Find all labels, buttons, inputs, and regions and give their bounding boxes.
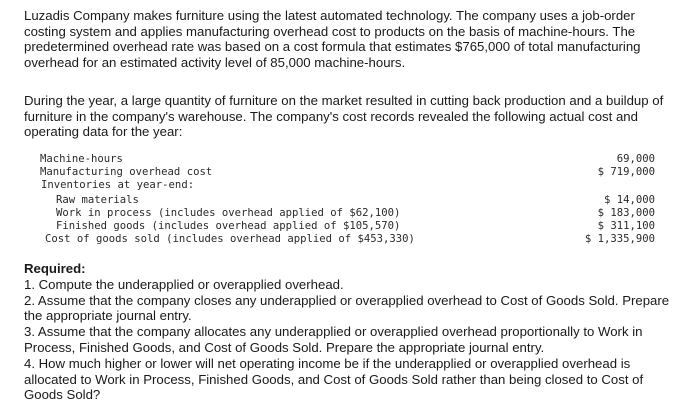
required-item-2: 2. Assume that the company closes any underapplied or overapplied overhead to Cost of Goods Sold. Prepare the appropriate journal entry. — [24, 292, 670, 324]
data-row-raw-materials — [40, 194, 665, 207]
required-item-3: 3. Assume that the company allocates any underapplied or overapplied overhead proportionally to Work in Process, Finished Goods, and Cost of Goods Sold. Prepare the appropriate journal entry. — [24, 324, 643, 355]
data-label: Work in process (includes overhead applied of $62,100) — [56, 206, 401, 219]
data-value: $ 719,000 — [597, 166, 655, 179]
required-section — [24, 261, 684, 403]
cost-data-table — [40, 153, 665, 246]
data-row-cost-of-goods-sold — [40, 233, 665, 246]
data-label: Finished goods (includes overhead applied of $105,570) — [56, 219, 401, 232]
data-label: Cost of goods sold (includes overhead applied of $453,330) — [45, 233, 415, 246]
problem-paragraph-data-intro: During the year, a large quantity of furniture on the market resulted in cutting back production and a buildup of furniture in the company's warehouse. The company's cost records revealed the following actual cost and operating data for the year: — [24, 93, 664, 140]
problem-paragraph-intro: Luzadis Company makes furniture using the latest automated technology. The company uses a job-order costing system and applies manufacturing overhead cost to products on the basis of machine-hours. The predetermined overhead rate was based on a cost formula that estimates $765,000 of total manufacturing overhead for an estimated activity level of 85,000 machine-hours. — [24, 8, 641, 70]
data-value: 69,000 — [616, 153, 655, 165]
data-row-machine-hours — [40, 153, 665, 166]
required-heading: Required: — [24, 261, 86, 276]
data-row-finished-goods — [40, 220, 665, 233]
required-item-4: 4. How much higher or lower will net operating income be if the underapplied or overapplied overhead is allocated to Work in Process, Finished Goods, and Cost of Goods Sold rather than being closed to Cost of Goods Sold? — [24, 355, 644, 403]
data-value: $ 311,100 — [597, 219, 655, 232]
data-label: Raw materials — [56, 193, 139, 206]
required-item-1: 1. Compute the underapplied or overapplied overhead. — [24, 276, 344, 292]
data-row-inventories-heading — [40, 179, 665, 192]
data-row-manufacturing-overhead — [40, 166, 665, 179]
data-value: $ 183,000 — [597, 206, 655, 219]
data-label: Machine-hours — [40, 153, 123, 165]
data-label: Manufacturing overhead cost — [40, 166, 213, 179]
data-label: Inventories at year-end: — [41, 179, 195, 192]
data-row-work-in-process — [40, 207, 665, 220]
data-value: $ 14,000 — [603, 193, 655, 206]
data-value: $ 1,335,900 — [584, 233, 655, 246]
